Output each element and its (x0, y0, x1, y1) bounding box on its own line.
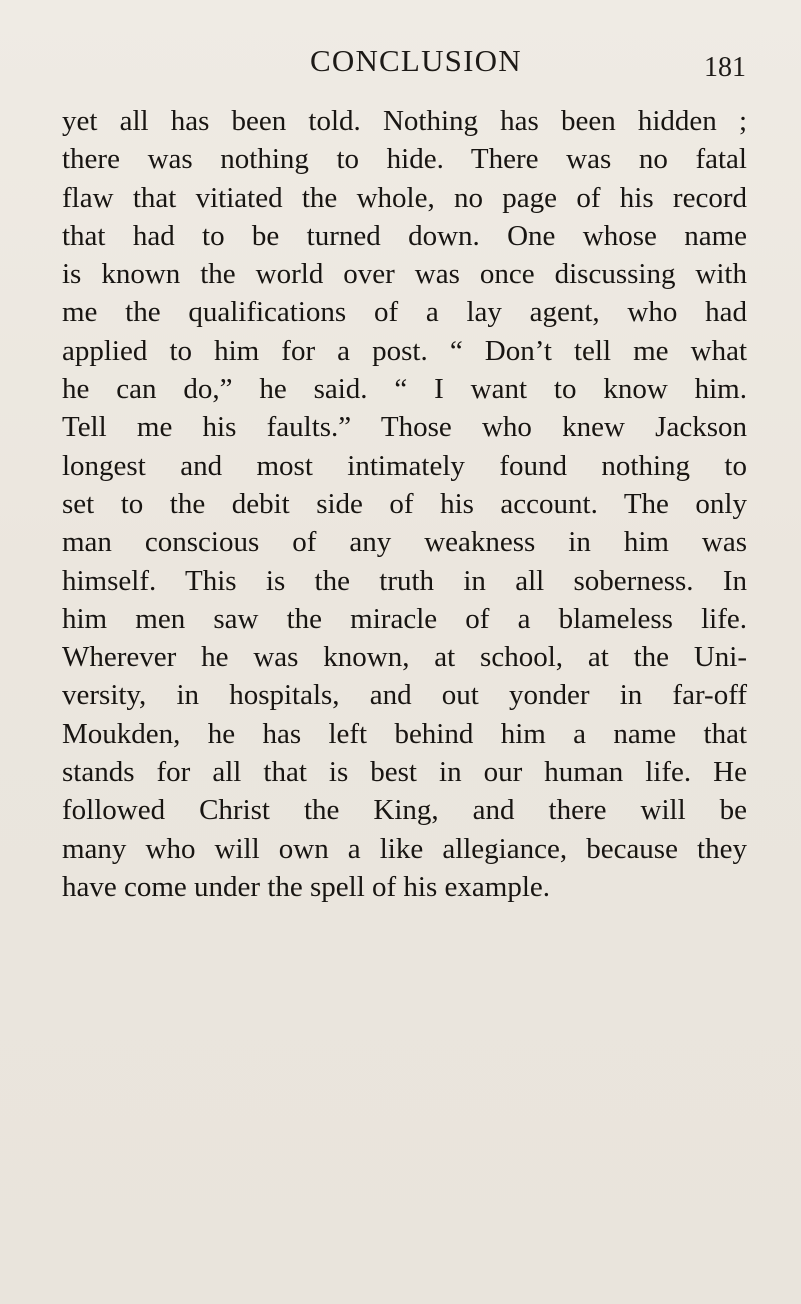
text-line: flaw that vitiated the whole, no page of his record (62, 181, 747, 214)
text-line: stands for all that is best in our human life. He (62, 756, 747, 789)
body-text (62, 102, 747, 906)
text-line: me the qualifications of a lay agent, who had (62, 296, 747, 329)
text-line: Tell me his faults.” Those who knew Jackson (62, 411, 747, 444)
text-line: followed Christ the King, and there will be (62, 794, 747, 827)
text-line: is known the world over was once discussing with (62, 258, 747, 291)
text-line: him men saw the miracle of a blameless life. (62, 602, 747, 635)
text-line: there was nothing to hide. There was no fatal (62, 143, 747, 176)
text-line: Wherever he was known, at school, at the Uni- (62, 641, 747, 674)
text-line: applied to him for a post. “ Don’t tell me what (62, 334, 747, 367)
text-line: versity, in hospitals, and out yonder in far-off (62, 679, 747, 712)
page-number: 181 (704, 52, 746, 83)
text-line: himself. This is the truth in all soberness. In (62, 564, 747, 597)
text-line: that had to be turned down. One whose name (62, 219, 747, 252)
text-line: he can do,” he said. “ I want to know him. (62, 373, 747, 406)
chapter-title: CONCLUSION (310, 43, 522, 78)
text-line: many who will own a like allegiance, because they (62, 832, 747, 865)
text-line: have come under the spell of his example. (62, 870, 551, 903)
text-line: Moukden, he has left behind him a name that (62, 717, 747, 750)
text-line: yet all has been told. Nothing has been hidden ; (62, 105, 747, 137)
text-line: man conscious of any weakness in him was (62, 526, 747, 559)
text-line: longest and most intimately found nothing to (62, 449, 747, 482)
text-line: set to the debit side of his account. The only (62, 487, 747, 520)
running-head (0, 44, 801, 88)
